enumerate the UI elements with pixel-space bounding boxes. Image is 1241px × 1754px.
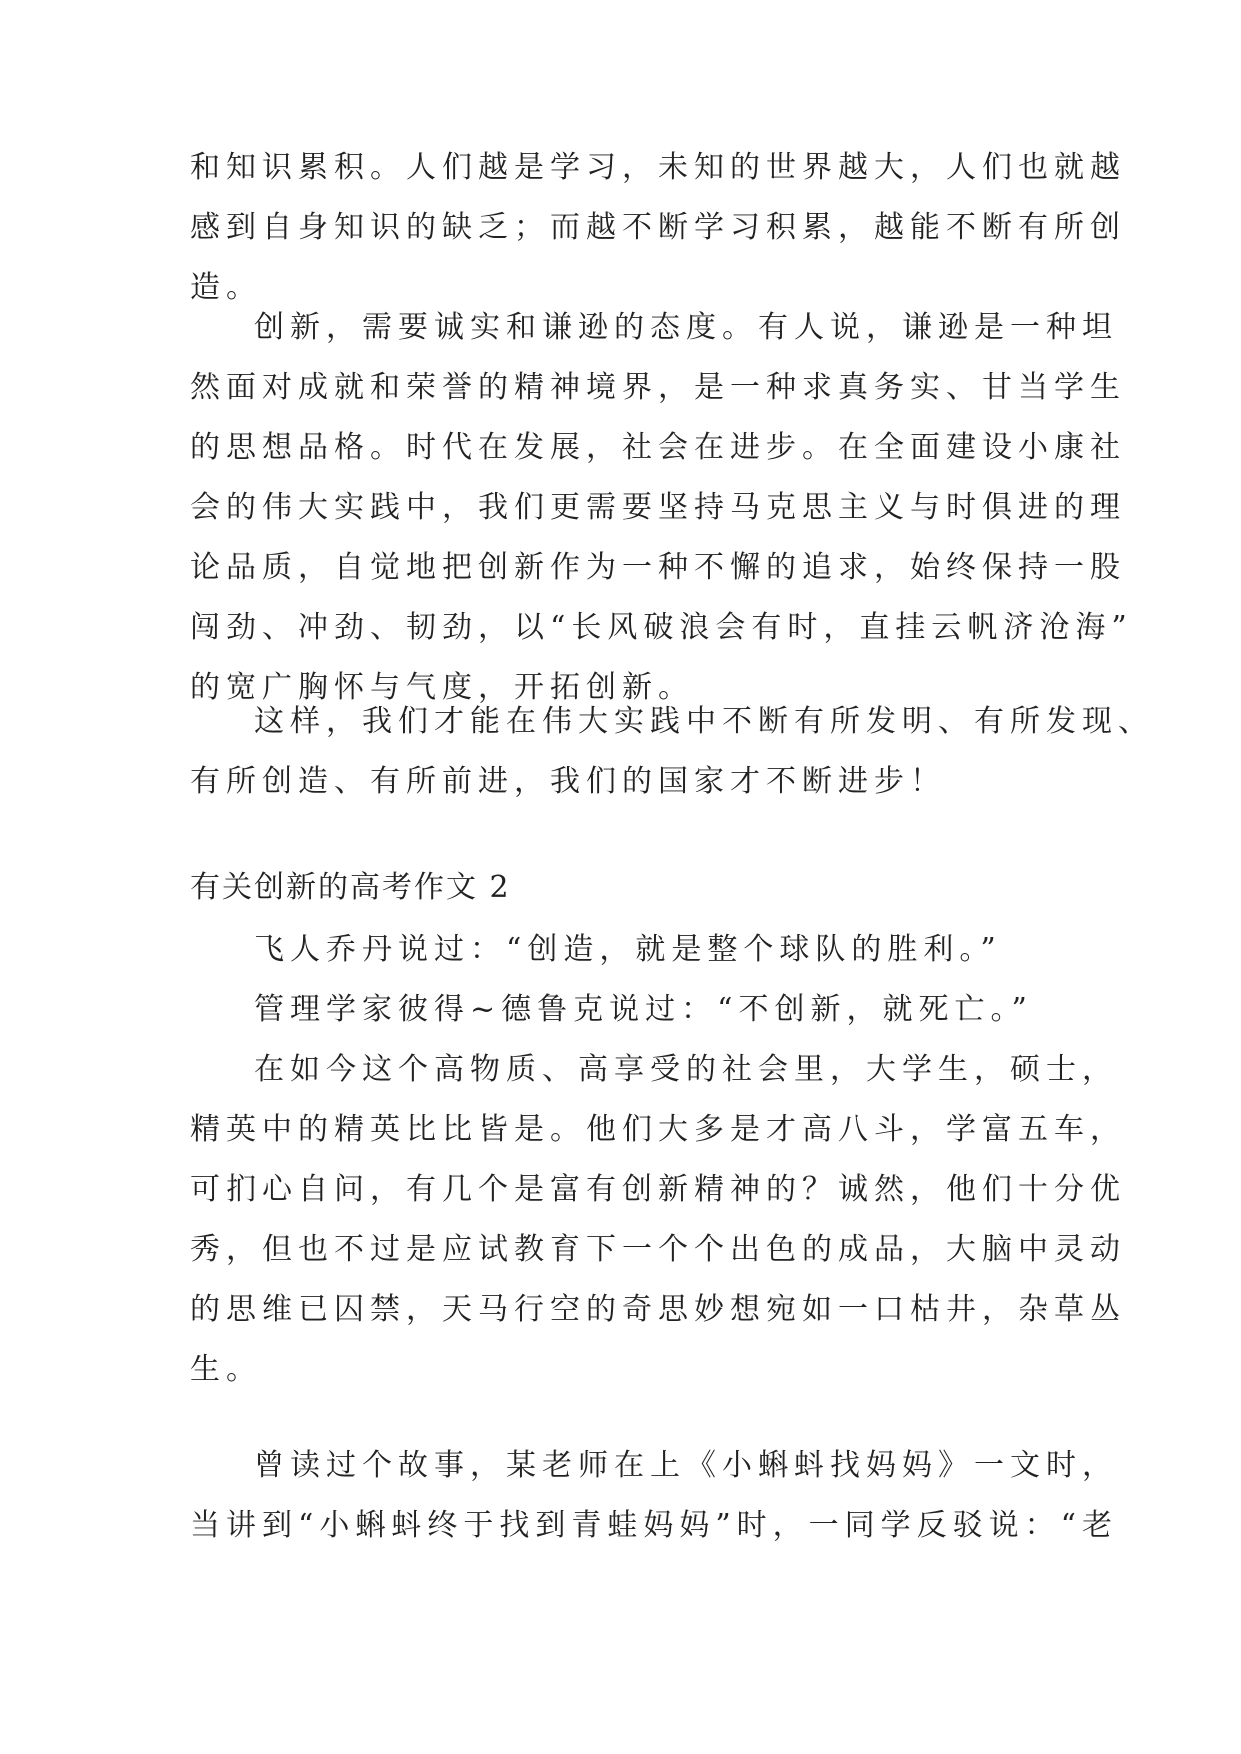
text-line: 论品质，自觉地把创新作为一种不懈的追求，始终保持一股 (190, 550, 1126, 585)
paragraph-story (190, 1436, 1119, 1556)
text-line: 的宽广胸怀与气度，开拓创新。 (190, 670, 694, 705)
text-line: 会的伟大实践中，我们更需要坚持马克思主义与时俱进的理 (190, 490, 1126, 525)
paragraph-conclusion (190, 692, 1154, 812)
paragraph-society (190, 1040, 1126, 1400)
text-line: 精英中的精英比比皆是。他们大多是才高八斗，学富五车， (190, 1112, 1126, 1147)
text-line: 然面对成就和荣誉的精神境界，是一种求真务实、甘当学生 (190, 370, 1126, 405)
essay-heading (190, 858, 1050, 918)
text-line: 有所创造、有所前进，我们的国家才不断进步！ (190, 764, 946, 799)
text-line: 的思想品格。时代在发展，社会在进步。在全面建设小康社 (190, 430, 1126, 465)
text-line: 曾读过个故事，某老师在上《小蝌蚪找妈妈》一文时， (254, 1448, 1118, 1483)
paragraph-continuation (190, 138, 1126, 318)
quote-line: 管理学家彼得~德鲁克说过：“不创新，就死亡。” (254, 992, 1033, 1027)
text-line: 当讲到“小蝌蚪终于找到青蛙妈妈”时，一同学反驳说：“老 (190, 1508, 1119, 1543)
paragraph-humility (190, 298, 1133, 718)
heading-text: 有关创新的高考作文 2 (190, 870, 511, 905)
text-line: 生。 (190, 1352, 262, 1387)
text-line: 的思维已囚禁，天马行空的奇思妙想宛如一口枯井，杂草丛 (190, 1292, 1126, 1327)
quote-line: 飞人乔丹说过：“创造，就是整个球队的胜利。” (254, 932, 1002, 967)
text-line: 和知识累积。人们越是学习，未知的世界越大，人们也就越 (190, 150, 1126, 185)
text-line: 这样，我们才能在伟大实践中不断有所发明、有所发现、 (254, 704, 1154, 739)
text-line: 闯劲、冲劲、韧劲，以“长风破浪会有时，直挂云帆济沧海” (190, 610, 1133, 645)
text-line: 秀，但也不过是应试教育下一个个出色的成品，大脑中灵动 (190, 1232, 1126, 1267)
text-line: 造。 (190, 270, 262, 305)
text-line: 可扪心自问，有几个是富有创新精神的？诚然，他们十分优 (190, 1172, 1126, 1207)
text-line: 感到自身知识的缺乏；而越不断学习积累，越能不断有所创 (190, 210, 1126, 245)
quotes-block (190, 920, 1050, 1040)
text-line: 创新，需要诚实和谦逊的态度。有人说，谦逊是一种坦 (254, 310, 1118, 345)
text-line: 在如今这个高物质、高享受的社会里，大学生，硕士， (254, 1052, 1118, 1087)
